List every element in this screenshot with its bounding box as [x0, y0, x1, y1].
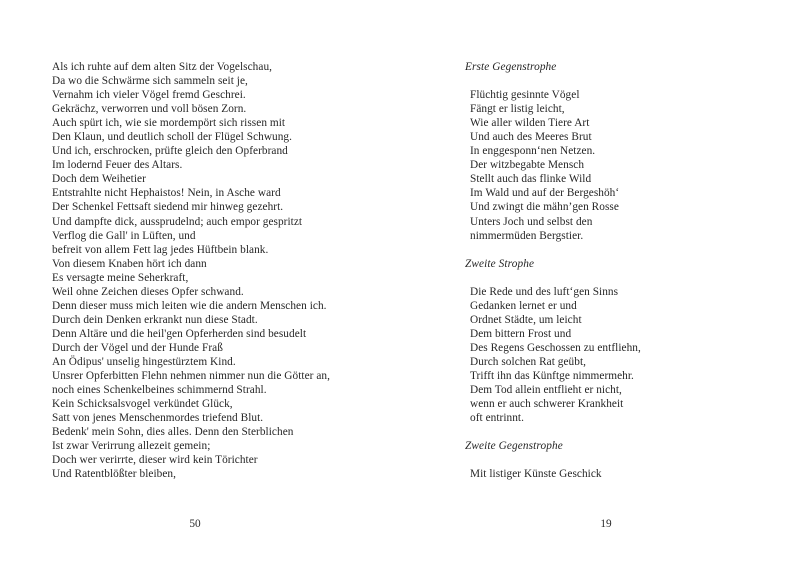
verse-line: Durch solchen Rat geübt, [470, 355, 587, 368]
stanza-heading: Erste Gegenstrophe [465, 61, 557, 73]
spacer-line [465, 243, 765, 257]
verse-line: Doch dem Weihetier [52, 173, 146, 186]
verse-line: Durch der Vögel und der Hunde Fraß [52, 341, 223, 354]
verse-line: Im Wald und auf der Bergeshöh‘ [470, 187, 620, 200]
verse-line: Bedenk' mein Sohn, dies alles. Denn den Sterblichen [52, 426, 294, 439]
verse-line: Und auch des Meeres Brut [470, 131, 592, 144]
verse-line: Dem Tod allein entflieht er nicht, [470, 384, 622, 397]
verse-line: Gekrächz, verworren und voll bösen Zorn. [52, 103, 247, 116]
verse-line: Fängt er listig leicht, [470, 103, 565, 116]
verse-line: befreit von allem Fett lag jedes Hüftbein blank. [52, 243, 269, 256]
stanza-heading: Zweite Gegenstrophe [465, 440, 563, 453]
verse-line: Mit listiger Künste Geschick [470, 468, 602, 481]
verse-line: Denn dieser muss mich leiten wie die andern Menschen ich. [52, 299, 327, 312]
verse-line: Vernahm ich vieler Vögel fremd Geschrei. [52, 89, 246, 102]
verse-line: Flüchtig gesinnte Vögel [470, 89, 580, 102]
verse-line: Der witzbegabte Mensch [470, 159, 585, 172]
verse-line: Als ich ruhte auf dem alten Sitz der Vogelschau, [52, 61, 273, 73]
verse-line: Es versagte meine Seherkraft, [52, 271, 189, 284]
verse-line: Und zwingt die mähn’gen Rosse [470, 201, 619, 214]
verse-line: Und ich, erschrocken, prüfte gleich den Opferbrand [52, 145, 288, 158]
verse-line: Ordnet Städte, um leicht [470, 313, 582, 326]
verse-line: Doch wer verirrte, dieser wird kein Törichter [52, 454, 258, 467]
verse-line: Unsrer Opferbitten Flehn nehmen nimmer nun die Götter an, [52, 370, 330, 383]
verse-line: oft entrinnt. [470, 412, 524, 425]
verse-line: Weil ohne Zeichen dieses Opfer schwand. [52, 285, 244, 298]
right-text-column [465, 60, 765, 481]
verse-line: noch eines Schenkelbeines schimmernd Strahl. [52, 384, 267, 397]
verse-line: Denn Altäre und die heil'gen Opferherden sind besudelt [52, 327, 307, 340]
page-number-right: 19 [600, 518, 612, 530]
stanza-heading: Zweite Strophe [465, 257, 535, 270]
spacer-line [465, 74, 765, 88]
spacer-line [465, 453, 765, 467]
verse-line: Und Ratentblößter bleiben, [52, 468, 176, 481]
verse-line: Die Rede und des luft‘gen Sinns [470, 285, 619, 298]
verse-line: Verflog die Gall' in Lüften, und [52, 229, 196, 242]
verse-line: Dem bittern Frost und [470, 327, 572, 340]
verse-line: Auch spürt ich, wie sie mordempört sich rissen mit [52, 117, 286, 130]
verse-line: Von diesem Knaben hört ich dann [52, 257, 207, 270]
verse-line: Der Schenkel Fettsaft siedend mir hinweg gezehrt. [52, 201, 284, 214]
verse-line: Im lodernd Feuer des Altars. [52, 159, 183, 172]
verse-line: Entstrahlte nicht Hephaistos! Nein, in Asche ward [52, 187, 281, 200]
verse-line: Ist zwar Verirrung allezeit gemein; [52, 440, 211, 453]
verse-line: In enggesponn‘nen Netzen. [470, 145, 596, 158]
verse-line: Den Klaun, und deutlich scholl der Flügel Schwung. [52, 131, 293, 144]
verse-line: Und dampfte dick, aussprudelnd; auch empor gespritzt [52, 215, 303, 228]
spacer-line [465, 271, 765, 285]
verse-line: Stellt auch das flinke Wild [470, 173, 592, 186]
verse-line: Durch dein Denken erkrankt nun diese Stadt. [52, 313, 258, 326]
verse-line: Unters Joch und selbst den [470, 215, 593, 228]
left-text-column [52, 60, 412, 481]
verse-line: Da wo die Schwärme sich sammeln seit je, [52, 75, 248, 88]
verse-line: Trifft ihn das Künftge nimmermehr. [470, 370, 634, 383]
verse-line: Wie aller wilden Tiere Art [470, 117, 590, 130]
verse-line: wenn er auch schwerer Krankheit [470, 398, 624, 411]
page-number-left: 50 [189, 518, 201, 530]
verse-line: Satt von jenes Menschenmordes triefend Blut. [52, 412, 264, 425]
verse-line: Kein Schicksalsvogel verkündet Glück, [52, 398, 233, 411]
verse-line: Des Regens Geschossen zu entfliehn, [470, 341, 641, 354]
verse-line: nimmermüden Bergstier. [470, 229, 584, 242]
verse-line: Gedanken lernet er und [470, 299, 577, 312]
verse-line: An Ödipus' unselig hingestürztem Kind. [52, 355, 236, 368]
spacer-line [465, 425, 765, 439]
